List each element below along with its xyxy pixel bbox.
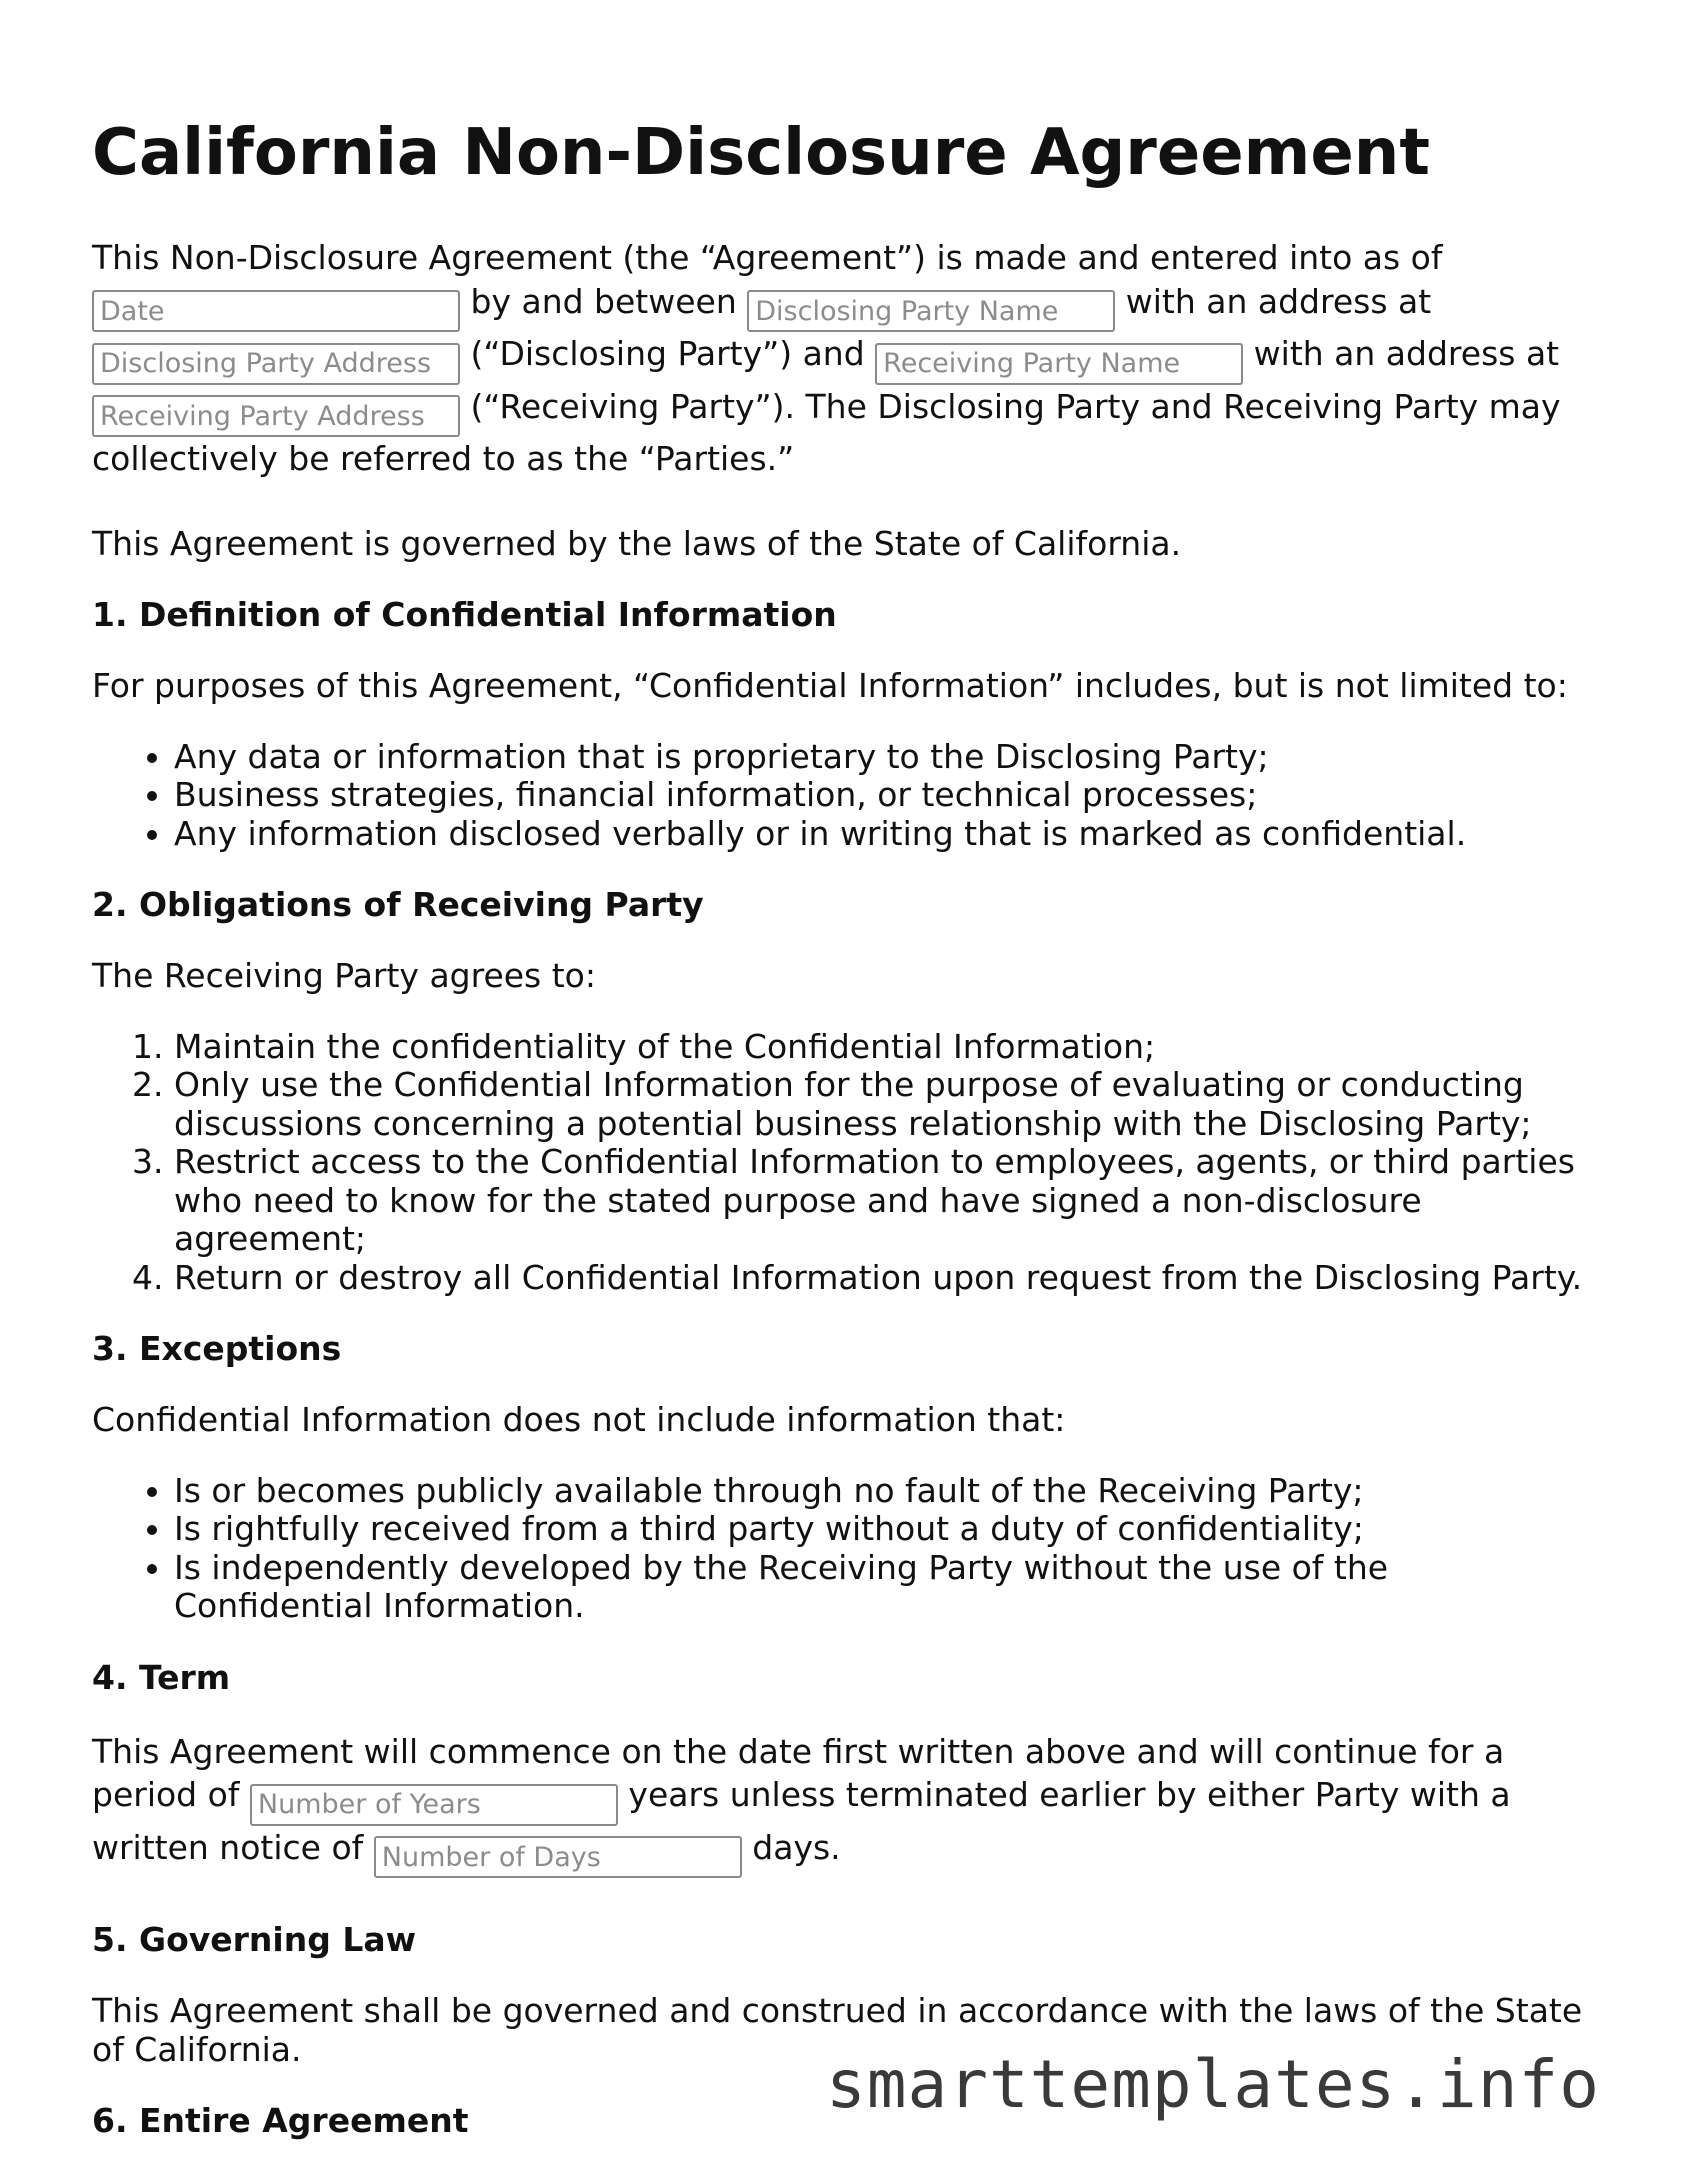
intro-text: (“Receiving Party”). The Disclosing Party and Receiving Party may collectively be referred to as the “Parties.” xyxy=(92,386,1561,479)
disclosing-party-address-field[interactable] xyxy=(92,343,460,385)
number-of-days-field[interactable] xyxy=(374,1836,742,1878)
list-item: • Is rightfully received from a third party without a duty of confidentiality; xyxy=(174,1510,1592,1549)
section-6-heading: 6. Entire Agreement xyxy=(92,2101,469,2141)
document-title: California Non-Disclosure Agreement xyxy=(92,116,1430,190)
term-text: This Agreement will commence on the date first written above and will continue for a period of xyxy=(92,1731,1505,1815)
intro-paragraph xyxy=(92,236,1592,481)
list-item: • Is or becomes publicly available through no fault of the Receiving Party; xyxy=(174,1472,1592,1511)
intro-text: This Non-Disclosure Agreement (the “Agreement”) is made and entered into as of xyxy=(92,238,1443,278)
list-item: 2. Only use the Confidential Information for the purpose of evaluating or conducting discussions concerning a potential business relationship with the Disclosing Party; xyxy=(174,1066,1592,1143)
section-1-lead: For purposes of this Agreement, “Confidential Information” includes, but is not limited to: xyxy=(92,666,1568,706)
list-item: • Any data or information that is proprietary to the Disclosing Party; xyxy=(174,738,1592,777)
list-item: • Is independently developed by the Receiving Party without the use of the Confidential Information. xyxy=(174,1549,1592,1626)
term-text: years unless terminated earlier by either Party with a written notice of xyxy=(92,1775,1511,1867)
document-page xyxy=(92,118,1592,2173)
date-field[interactable] xyxy=(92,290,460,332)
list-item: 1. Maintain the confidentiality of the Confidential Information; xyxy=(174,1028,1592,1067)
watermark: smarttemplates.info xyxy=(826,2046,1600,2123)
list-item: • Any information disclosed verbally or in writing that is marked as confidential. xyxy=(174,815,1592,854)
receiving-party-name-field[interactable] xyxy=(875,343,1243,385)
section-2-lead: The Receiving Party agrees to: xyxy=(92,956,596,996)
section-3-lead: Confidential Information does not include information that: xyxy=(92,1400,1066,1440)
term-text: days. xyxy=(752,1827,841,1867)
section-5-heading: 5. Governing Law xyxy=(92,1920,417,1960)
intro-text: with an address at xyxy=(1253,334,1560,374)
section-2-heading: 2. Obligations of Receiving Party xyxy=(92,885,704,925)
term-paragraph xyxy=(92,1730,1592,1879)
number-of-years-field[interactable] xyxy=(250,1784,618,1826)
intro-text: with an address at xyxy=(1125,281,1432,321)
intro-text: by and between xyxy=(470,281,737,321)
section-4-heading: 4. Term xyxy=(92,1657,231,1697)
list-item: 4. Return or destroy all Confidential Information upon request from the Disclosing Party. xyxy=(174,1259,1592,1298)
list-item: • Business strategies, financial information, or technical processes; xyxy=(174,776,1592,815)
receiving-party-address-field[interactable] xyxy=(92,395,460,437)
section-5-body: This Agreement shall be governed and construed in accordance with the laws of the State of California. xyxy=(92,1991,1583,2069)
section-2-list xyxy=(92,1028,1592,1298)
section-3-list xyxy=(92,1472,1592,1626)
list-item: 3. Restrict access to the Confidential Information to employees, agents, or third parties who need to know for the stated purpose and have signed a non-disclosure agreement; xyxy=(174,1143,1592,1259)
disclosing-party-name-field[interactable] xyxy=(747,290,1115,332)
section-1-list xyxy=(92,738,1592,854)
intro-text: (“Disclosing Party”) and xyxy=(470,334,865,374)
section-3-heading: 3. Exceptions xyxy=(92,1329,342,1369)
section-1-heading: 1. Definition of Confidential Information xyxy=(92,595,837,635)
governed-statement: This Agreement is governed by the laws of the State of California. xyxy=(92,523,1182,563)
